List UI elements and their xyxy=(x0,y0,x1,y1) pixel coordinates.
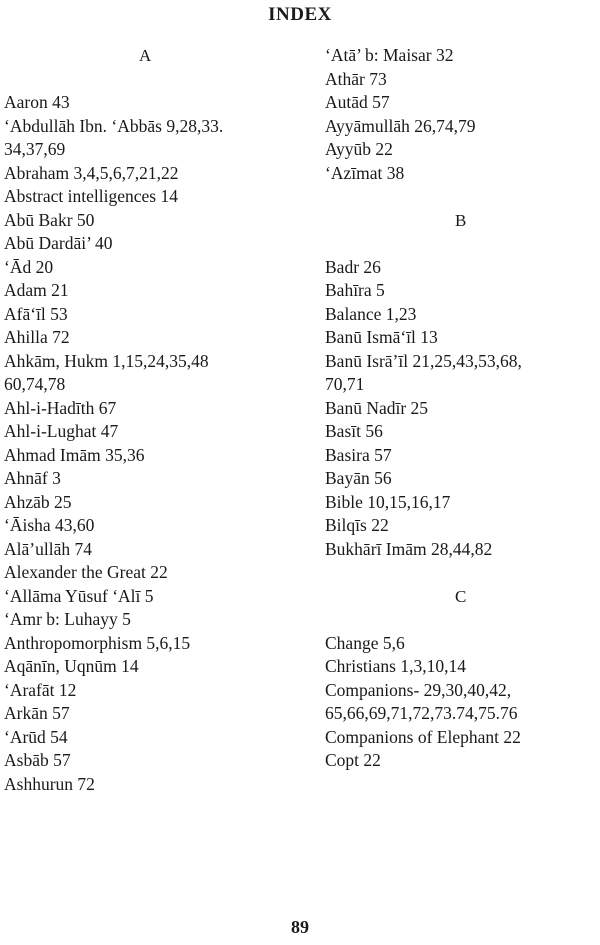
section-spacer xyxy=(325,608,597,632)
index-entry: Banū Ismā‘īl 13 xyxy=(325,327,438,347)
section-spacer xyxy=(325,561,597,585)
index-entry: Ahzāb 25 xyxy=(4,491,72,512)
index-entry: ‘Abdullāh Ibn. ‘Abbās 9,28,33. xyxy=(4,115,224,136)
index-column-left xyxy=(4,44,296,796)
section-spacer xyxy=(325,185,597,209)
index-entry: Athār 73 xyxy=(325,68,387,89)
index-entry: Banū Nadīr 25 xyxy=(325,397,429,418)
index-entry: Aqānīn, Uqnūm 14 xyxy=(4,656,139,676)
index-entry: Aaron 43 xyxy=(4,92,70,112)
index-entry: Abraham 3,4,5,6,7,21,22 xyxy=(4,162,179,183)
index-entry: ‘Allāma Yūsuf ‘Alī 5 xyxy=(4,585,154,606)
index-entry: Ayyāmullāh 26,74,79 xyxy=(325,115,476,136)
section-letter-b: B xyxy=(455,210,467,230)
index-entry: Abstract intelligences 14 xyxy=(4,186,178,206)
page-number: 89 xyxy=(291,917,309,937)
index-entry: Autād 57 xyxy=(325,92,390,112)
index-entry: Change 5,6 xyxy=(325,632,405,653)
index-entry: Basīt 56 xyxy=(325,421,383,441)
index-entry: Basira 57 xyxy=(325,444,392,465)
index-entry: Asbāb 57 xyxy=(4,750,71,770)
index-entry: ‘Āisha 43,60 xyxy=(4,515,95,535)
index-entry: Alā’ullāh 74 xyxy=(4,538,92,559)
index-entry: Ahmad Imām 35,36 xyxy=(4,444,145,465)
index-entry: Abū Bakr 50 xyxy=(4,209,95,230)
index-entry: Bayān 56 xyxy=(325,468,392,488)
index-entry: Copt 22 xyxy=(325,750,381,770)
index-entry: Balance 1,23 xyxy=(325,303,417,324)
index-column-right xyxy=(325,44,597,773)
index-entry: Bilqīs 22 xyxy=(325,515,389,535)
index-entry: Adam 21 xyxy=(4,280,69,300)
index-entry: Anthropomorphism 5,6,15 xyxy=(4,632,191,653)
index-entry: Ahnāf 3 xyxy=(4,468,61,488)
section-spacer xyxy=(4,68,296,92)
index-entry: Afā‘īl 53 xyxy=(4,303,68,324)
index-entry: Ahilla 72 xyxy=(4,327,70,347)
index-entry: Companions of Elephant 22 xyxy=(325,726,521,747)
index-entry: Ashhurun 72 xyxy=(4,773,95,794)
index-entry: Ahl-i-Lughat 47 xyxy=(4,421,119,441)
index-entry: Bible 10,15,16,17 xyxy=(325,491,451,512)
index-entry-continuation: 60,74,78 xyxy=(4,374,66,394)
index-entry: Banū Isrā’īl 21,25,43,53,68, xyxy=(325,350,522,371)
index-entry: ‘Ād 20 xyxy=(4,256,54,277)
section-spacer xyxy=(325,232,597,256)
section-letter-c: C xyxy=(455,586,467,606)
index-entry: ‘Amr b: Luhayy 5 xyxy=(4,609,131,629)
index-entry: Christians 1,3,10,14 xyxy=(325,656,466,676)
index-entry: Alexander the Great 22 xyxy=(4,562,168,582)
index-entry: ‘Azīmat 38 xyxy=(325,162,405,183)
index-entry-continuation: 70,71 xyxy=(325,374,365,394)
index-entry: Ayyūb 22 xyxy=(325,139,393,159)
index-entry-continuation: 65,66,69,71,72,73.74,75.76 xyxy=(325,703,518,723)
index-entry: Ahl-i-Hadīth 67 xyxy=(4,397,117,418)
index-entry: Abū Dardāi’ 40 xyxy=(4,233,113,253)
section-letter-a: A xyxy=(139,46,152,65)
index-entry: Companions- 29,30,40,42, xyxy=(325,679,512,700)
index-entry: ‘Arafāt 12 xyxy=(4,679,77,700)
index-entry: Arkān 57 xyxy=(4,703,70,723)
index-entry: Bahīra 5 xyxy=(325,280,385,300)
index-entry: Bukhārī Imām 28,44,82 xyxy=(325,538,493,559)
index-entry: ‘Arūd 54 xyxy=(4,726,68,747)
index-entry: Badr 26 xyxy=(325,256,381,277)
index-entry: ‘Atā’ b: Maisar 32 xyxy=(325,45,454,65)
index-entry-continuation: 34,37,69 xyxy=(4,139,66,159)
index-entry: Ahkām, Hukm 1,15,24,35,48 xyxy=(4,350,209,371)
page-title: INDEX xyxy=(268,4,332,25)
